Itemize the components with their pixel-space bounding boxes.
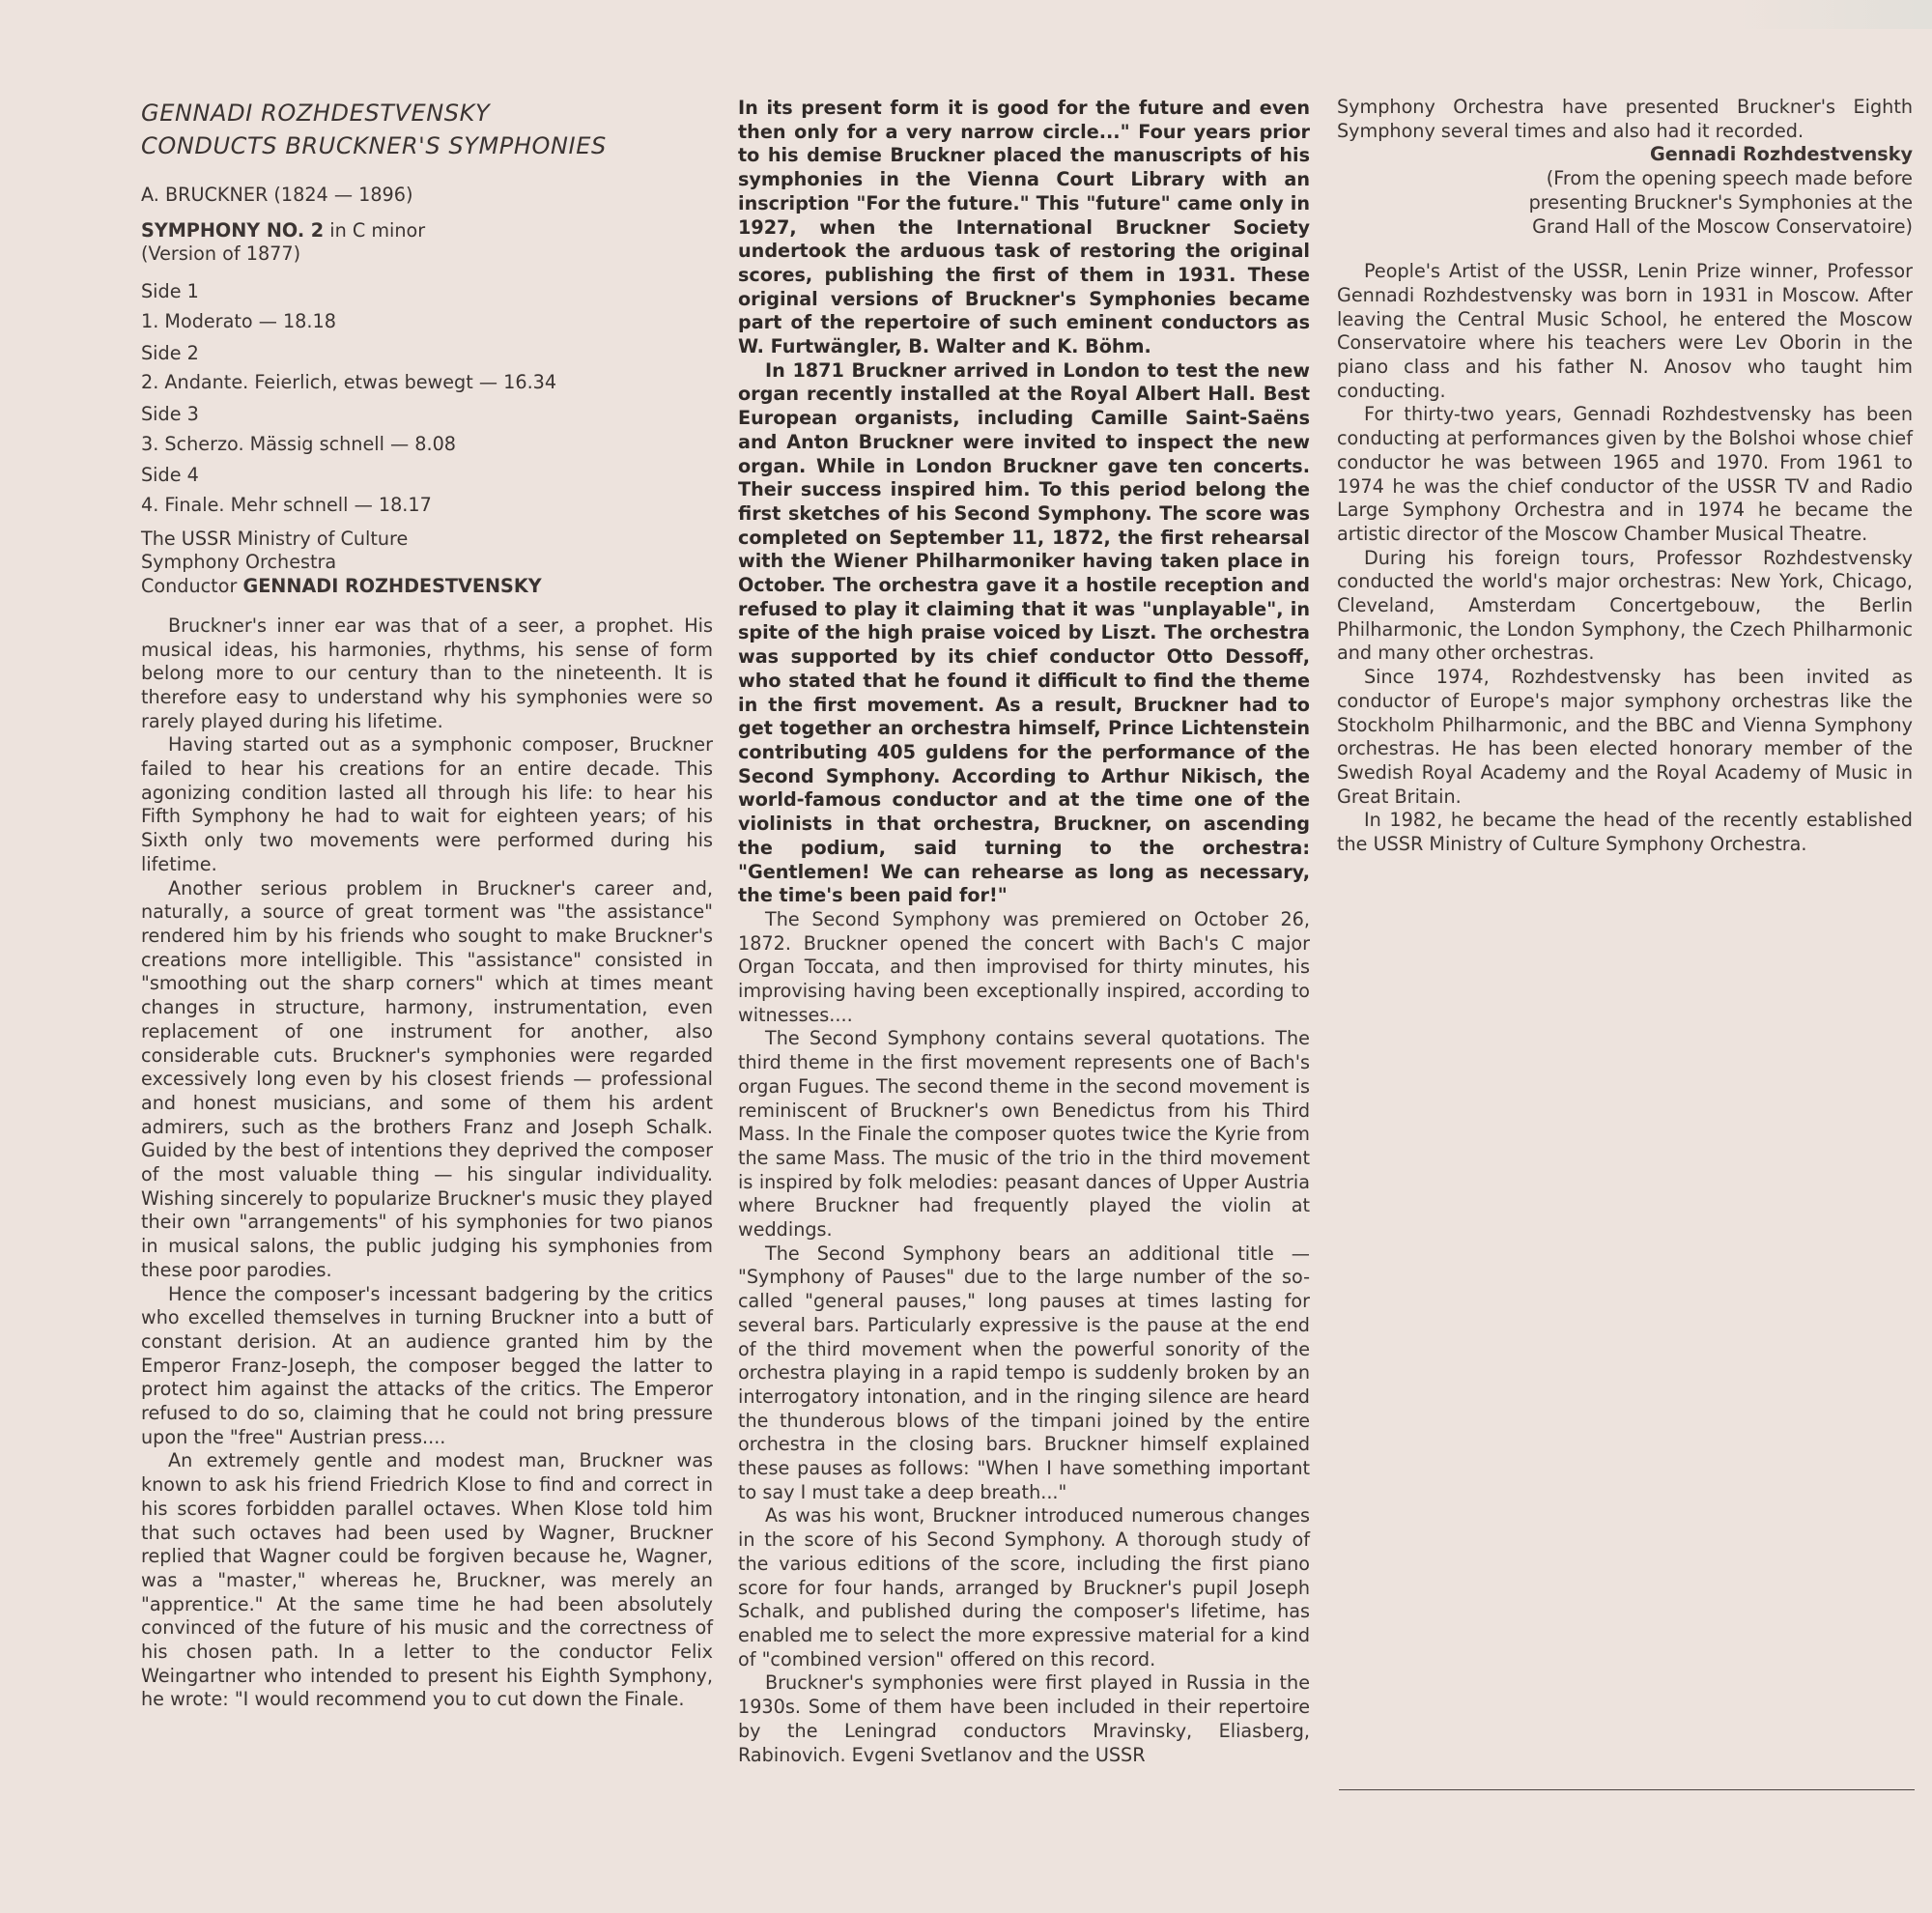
side-label: Side 4 (141, 464, 199, 487)
column-right (1337, 96, 1913, 857)
paragraph: An extremely gentle and modest man, Bruckner was known to ask his friend Friedrich Klose to find and correct in his scores forbidden parallel octaves. When Klose told him that such octaves had been used by Wagner, Bruckner replied that Wagner could be forgiven because he, Wagner, was a "master," whereas he, Bruckner, was merely an "apprentice." At the same time he had been absolutely convinced of the future of his music and the correctness of his chosen path. In a letter to the conductor Felix Weingartner who intended to present his Eighth Symphony, he wrote: "I would recommend you to cut down the Finale. (141, 1449, 713, 1711)
orchestra-line-1: The USSR Ministry of Culture (141, 527, 409, 550)
paragraph: Bruckner's inner ear was that of a seer, a prophet. His musical ideas, his harmonies, rhythms, his sense of form belong more to our century than to the nineteenth. It is therefore easy to understand why his symphonies were so rarely played during his lifetime. (141, 614, 713, 732)
attribution-line: presenting Bruckner's Symphonies at the (1528, 190, 1913, 214)
orchestra-line-2: Symphony Orchestra (141, 551, 337, 574)
attribution-line: (From the opening speech made before (1546, 167, 1913, 190)
side-label: Side 3 (141, 402, 199, 425)
symphony-line (141, 219, 713, 243)
version-line: (Version of 1877) (141, 243, 301, 266)
title-line-2: CONDUCTS BRUCKNER'S SYMPHONIES (141, 132, 607, 159)
paragraph: In its present form it is good for the future and even then only for a very narrow circle..." Four years prior to his demise Bruckner placed the manuscripts of his symphonies in the Vienna Court Library with an inscription "For the future." This "future" came only in 1927, when the International Bruckner Society undertook the arduous task of restoring the original scores, publishing the first of them in 1931. These original versions of Bruckner's Symphonies became part of the repertoire of such eminent conductors as W. Furtwängler, B. Walter and K. Böhm. (738, 97, 1310, 358)
track-item: 4. Finale. Mehr schnell — 18.17 (141, 494, 432, 517)
conductor-line (141, 575, 713, 599)
paragraph: Bruckner's symphonies were first played in Russia in the 1930s. Some of them have been included in their repertoire by the Leningrad conductors Mravinsky, Eliasberg, Rabinovich. Evgeni Svetlanov and the USSR (738, 1671, 1310, 1766)
symphony-title: SYMPHONY NO. 2 (141, 218, 325, 242)
attribution-line: Grand Hall of the Moscow Conservatoire) (1532, 214, 1913, 238)
conductor-label: Conductor (141, 575, 243, 598)
track-item: 3. Scherzo. Mässig schnell — 8.08 (141, 432, 457, 455)
column-middle (738, 97, 1310, 1767)
paragraph: People's Artist of the USSR, Lenin Prize winner, Professor Gennadi Rozhdestvensky was born in 1931 in Moscow. After leaving the Central Music School, he entered the Moscow Conservatoire where his teachers were Lev Oborin in the piano class and his father N. Anosov who taught him conducting. (1337, 260, 1913, 402)
paragraph: Another serious problem in Bruckner's career and, naturally, a source of great torment was "the assistance" rendered him by his friends who sought to make Bruckner's creations more intelligible. This "assistance" consisted in "smoothing out the sharp corners" which at times meant changes in structure, harmony, instrumentation, even replacement of one instrument for another, also considerable cuts. Bruckner's symphonies were regarded excessively long even by his closest friends — professional and honest musicians, and some of them his ardent admirers, such as the brothers Franz and Joseph Schalk. Guided by the best of intentions they deprived the composer of the most valuable thing — his singular individuality. Wishing sincerely to popularize Bruckner's music they played their own "arrangements" of his symphonies for two pianos in musical salons, the public judging his symphonies from these poor parodies. (141, 876, 713, 1281)
paragraph: Since 1974, Rozhdestvensky has been invited as conductor of Europe's major symphony orchestras like the Stockholm Philharmonic, and the BBC and Vienna Symphony orchestras. He has been elected honorary member of the Swedish Royal Academy and the Royal Academy of Music in Great Britain. (1337, 666, 1913, 808)
paragraph: In 1871 Bruckner arrived in London to test the new organ recently installed at the Royal Albert Hall. Best European organists, including Camille Saint-Saëns and Anton Bruckner were invited to inspect the new organ. While in London Bruckner gave ten concerts. Their success inspired him. To this period belong the first sketches of his Second Symphony. The score was completed on September 11, 1872, the first rehearsal with the Wiener Philharmoniker having taken place in October. The orchestra gave it a hostile reception and refused to play it claiming that it was "unplayable", in spite of the high praise voiced by Liszt. The orchestra was supported by its chief conductor Otto Dessoff, who stated that he found it difficult to find the theme in the first movement. As a result, Bruckner had to get together an orchestra himself, Prince Lichtenstein contributing 405 guldens for the performance of the Second Symphony. According to Arthur Nikisch, the world-famous conductor and at the time one of the violinists in that orchestra, Bruckner, on ascending the podium, said turning to the orchestra: "Gentlemen! We can rehearse as long as necessary, the time's been paid for!" (738, 358, 1310, 907)
paragraph: As was his wont, Bruckner introduced numerous changes in the score of his Second Symphony. A thorough study of the various editions of the score, including the first piano score for four hands, arranged by Bruckner's pupil Joseph Schalk, and published during the composer's lifetime, has enabled me to select the more expressive material for a kind of "combined version" offered on this record. (738, 1504, 1310, 1670)
column-left (141, 97, 713, 1712)
paragraph: The Second Symphony bears an additional title — "Symphony of Pauses" due to the large number of the so-called "general pauses," long pauses at times lasting for several bars. Particularly expressive is the pause at the end of the third movement when the powerful sonority of the orchestra playing in a rapid tempo is suddenly broken by an interrogatory intonation, and in the ringing silence are heard the thunderous blows of the timpani joined by the entire orchestra in the closing bars. Bruckner himself explained these pauses as follows: "When I have something important to say I must take a deep breath..." (738, 1242, 1310, 1503)
side-label: Side 2 (141, 341, 199, 364)
signature: Gennadi Rozhdestvensky (1649, 143, 1913, 166)
side-label: Side 1 (141, 280, 199, 303)
paragraph: Having started out as a symphonic composer, Bruckner failed to hear his creations for an entire decade. This agonizing condition lasted all through his life: to hear his Fifth Symphony he had to wait for eighteen years; of his Sixth only two movements were performed during his lifetime. (141, 733, 713, 875)
conductor-name: GENNADI ROZHDESTVENSKY (242, 575, 542, 598)
title-line-1: GENNADI ROZHDESTVENSKY (141, 100, 491, 127)
paragraph: In 1982, he became the head of the recently established the USSR Ministry of Culture Symphony Orchestra. (1337, 809, 1913, 856)
track-item: 1. Moderato — 18.18 (141, 309, 336, 332)
closing-rule (1339, 1789, 1915, 1790)
page-title (141, 97, 713, 162)
paragraph: For thirty-two years, Gennadi Rozhdestvensky has been conducting at performances given by the Bolshoi whose chief conductor he was between 1965 and 1970. From 1961 to 1974 he was the chief conductor of the USSR TV and Radio Large Symphony Orchestra and in 1974 he became the artistic director of the Moscow Chamber Musical Theatre. (1337, 403, 1913, 545)
attribution (1337, 167, 1913, 239)
symphony-key: in C minor (324, 218, 426, 242)
paragraph: The Second Symphony was premiered on October 26, 1872. Bruckner opened the concert with Bach's C major Organ Toccata, and then improvised for thirty minutes, his improvising having been exceptionally inspired, according to witnesses.... (738, 907, 1310, 1026)
composer-line: A. BRUCKNER (1824 — 1896) (141, 184, 413, 206)
scan-corner-mark (1739, 0, 1932, 29)
paragraph: Hence the composer's incessant badgering by the critics who excelled themselves in turning Bruckner into a butt of constant derision. At an audience granted him by the Emperor Franz-Joseph, the composer begged the latter to protect him against the attacks of the critics. The Emperor refused to do so, claiming that he could not bring pressure upon the "free" Austrian press.... (141, 1282, 713, 1448)
paragraph: Symphony Orchestra have presented Bruckner's Eighth Symphony several times and also had it recorded. (1337, 96, 1913, 142)
paragraph: During his foreign tours, Professor Rozhdestvensky conducted the world's major orchestras: New York, Chicago, Cleveland, Amsterdam Concertgebouw, the Berlin Philharmonic, the London Symphony, the Czech Philharmonic and many other orchestras. (1337, 546, 1913, 665)
paragraph: The Second Symphony contains several quotations. The third theme in the first movement represents one of Bach's organ Fugues. The second theme in the second movement is reminiscent of Bruckner's own Benedictus from his Third Mass. In the Finale the composer quotes twice the Kyrie from the same Mass. The music of the trio in the third movement is inspired by folk melodies: peasant dances of Upper Austria where Bruckner had frequently played the violin at weddings. (738, 1027, 1310, 1242)
track-item: 2. Andante. Feierlich, etwas bewegt — 16.34 (141, 371, 557, 394)
